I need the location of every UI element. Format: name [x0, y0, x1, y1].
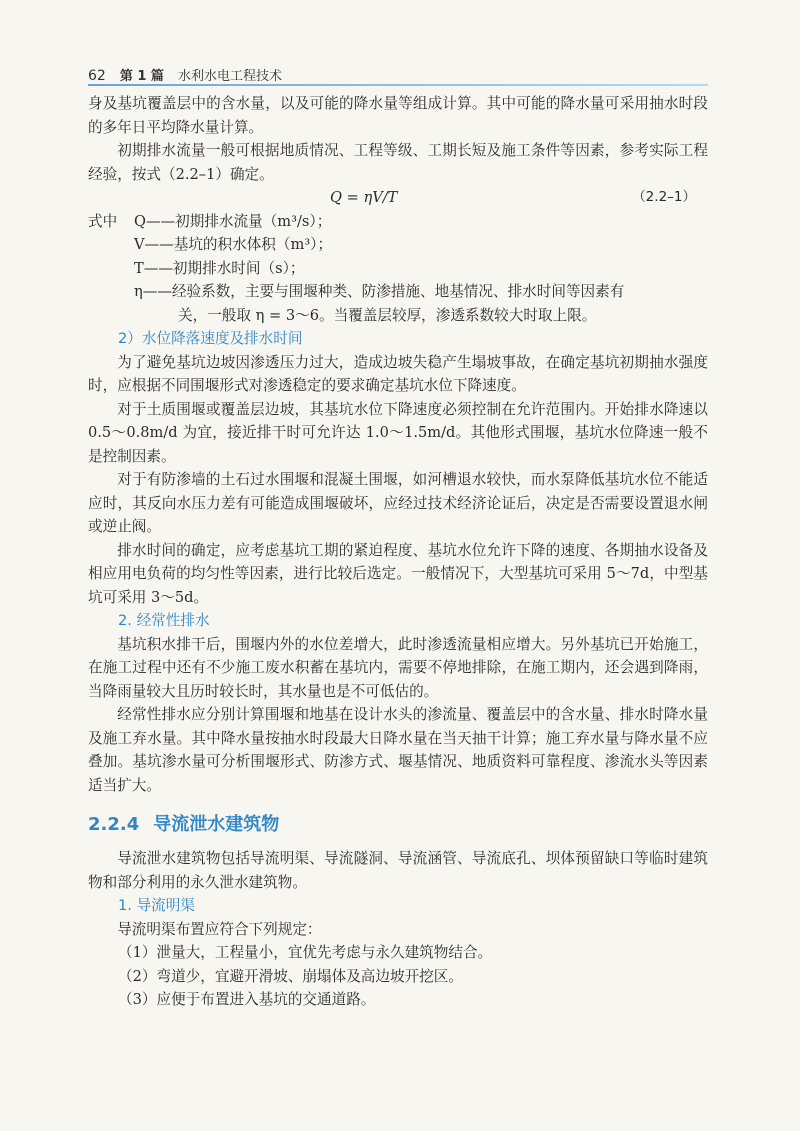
running-header — [88, 58, 708, 84]
paragraph: 基坑积水排干后，围堰内外的水位差增大，此时渗透流量相应增大。另外基坑已开始施工，在施工过程中还有不少施工废水积蓄在基坑内，需要不停地排除，在施工期内，还会遇到降雨，当降雨量较大且历时较长时，其水量也是不可低估的。 — [88, 635, 708, 700]
section-number: 2.2.4 — [88, 814, 140, 835]
subsection-heading: 2. 经常性排水 — [118, 612, 210, 629]
page-body — [88, 92, 708, 1012]
paragraph: 对于土质围堰或覆盖层边坡，其基坑水位下降速度必须控制在允许范围内。开始排水降速以 0.5～0.8m/d 为宜，接近排干时可允许达 1.0～1.5m/d。其他形式围堰，基坑水位降速一般不是控制因素。 — [88, 400, 708, 465]
definition-item: η——经验系数，主要与围堰种类、防渗措施、地基情况、排水时间等因素有 — [134, 283, 625, 300]
paragraph: 排水时间的确定，应考虑基坑工期的紧迫程度、基坑水位允许下降的速度、各期抽水设备及相应用电负荷的均匀性等因素，进行比较后选定。一般情况下，大型基坑可采用 5～7d，中型基坑可采用 3～5d。 — [88, 541, 708, 606]
where-label: 式中 — [88, 212, 118, 230]
list-item: （2）弯道少，宜避开滑坡、崩塌体及高边坡开挖区。 — [118, 967, 463, 985]
paragraph: 为了避免基坑边坡因渗透压力过大，造成边坡失稳产生塌坡事故，在确定基坑初期抽水强度时，应根据不同围堰形式对渗透稳定的要求确定基坑水位下降速度。 — [88, 353, 708, 394]
list-item: （3）应便于布置进入基坑的交通道路。 — [118, 991, 376, 1008]
definition-item: T——初期排水时间（s）； — [134, 259, 305, 277]
paragraph: 初期排水流量一般可根据地质情况、工程等级、工期长短及施工条件等因素，参考实际工程经验，按式（2.2–1）确定。 — [88, 142, 708, 183]
definition-continuation: 关，一般取 η = 3～6。当覆盖层较厚，渗透系数较大时取上限。 — [178, 306, 597, 324]
formula-number: （2.2–1） — [632, 189, 696, 205]
header-rule — [88, 84, 708, 86]
subsection-heading: 1. 导流明渠 — [118, 897, 195, 914]
definition-item: Q——初期排水流量（m³/s）； — [134, 212, 332, 230]
page-number: 62 — [88, 68, 106, 84]
part-title: 水利水电工程技术 — [177, 69, 282, 84]
variable-definitions — [88, 210, 708, 328]
definition-item: V——基坑的积水体积（m³）； — [134, 236, 333, 253]
paragraph: 导流明渠布置应符合下列规定： — [117, 920, 322, 938]
part-label: 第 1 篇 — [119, 69, 164, 84]
section-title: 导流泄水建筑物 — [153, 814, 280, 835]
paragraph: 导流泄水建筑物包括导流明渠、导流隧洞、导流涵管、导流底孔、坝体预留缺口等临时建筑物和部分利用的永久泄水建筑物。 — [88, 850, 708, 891]
formula-block — [88, 186, 708, 210]
subsection-heading: 2）水位降落速度及排水时间 — [118, 330, 303, 347]
paragraph: 经常性排水应分别计算围堰和地基在设计水头的渗流量、覆盖层中的含水量、排水时降水量及施工弃水量。其中降水量按抽水时段最大日降水量在当天抽干计算；施工弃水量与降水量不应叠加。基坑渗水量可分析围堰形式、防渗方式、堰基情况、地质资料可靠程度、渗流水头等因素适当扩大。 — [88, 706, 708, 794]
formula-expression: Q = ηV/T — [330, 189, 398, 206]
paragraph: 对于有防渗墙的土石过水围堰和混凝土围堰，如河槽退水较快，而水泵降低基坑水位不能适应时，其反向水压力差有可能造成围堰破坏，应经过技术经济论证后，决定是否需要设置退水闸或逆止阀。 — [88, 471, 708, 535]
list-item: （1）泄量大，工程量小，宜优先考虑与永久建筑物结合。 — [118, 944, 493, 961]
section-heading — [88, 803, 708, 847]
paragraph: 身及基坑覆盖层中的含水量，以及可能的降水量等组成计算。其中可能的降水量可采用抽水时段的多年日平均降水量计算。 — [88, 95, 708, 136]
